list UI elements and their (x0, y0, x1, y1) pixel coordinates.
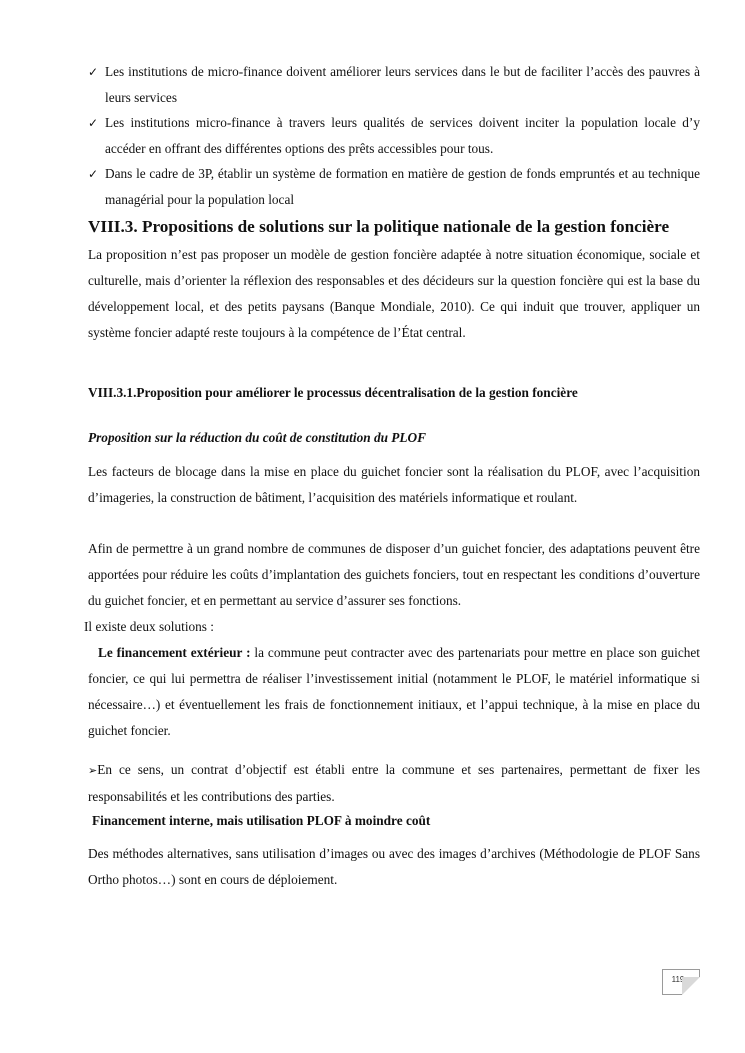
section-paragraph: La proposition n’est pas proposer un modèle de gestion foncière adaptée à notre situation économique, sociale et culturelle, mais d’orienter la réflexion des responsables et des décideurs sur la question foncière qui est la base du développement local, et des petits paysans (Banque Mondiale, 2010). Ce qui induit que trouver, appliquer un système foncier adapté reste toujours à la compétence de l’État central. (88, 247, 700, 340)
page-number: 119 (671, 975, 685, 984)
bullet-text: Les institutions micro-finance à travers leurs qualités de services doivent inciter la population locale d’y accéder en offrant des différentes options des prêts accessibles pour tous. (105, 115, 700, 156)
checkmark-icon: ✓ (88, 116, 99, 130)
financement-exterieur-text: la commune peut contracter avec des partenariats pour mettre en place son guichet foncier, ce qui lui permettra de réaliser l’investissement initial (notamment le PLOF, le matériel informatique si nécessaire…) et éventuellement les frais de fonctionnement initiaux, et l’appui technique, à la mise en place du guichet foncier. (88, 645, 700, 738)
two-solutions-line: Il existe deux solutions : (84, 619, 215, 634)
arrow-bullet-icon: ➢ (88, 764, 98, 777)
bullet-item (88, 110, 700, 162)
subsection-title: VIII.3.1.Proposition pour améliorer le processus décentralisation de la gestion foncière (88, 385, 578, 400)
paragraph-methodes: Des méthodes alternatives, sans utilisation d’images ou avec des images d’archives (Méthodologie de PLOF Sans Ortho photos…) sont en cours de déploiement. (88, 846, 700, 887)
checkmark-icon: ✓ (88, 65, 99, 79)
financement-interne-title: Financement interne, mais utilisation PLOF à moindre coût (92, 813, 431, 828)
arrow-paragraph-text: En ce sens, un contrat d’objectif est établi entre la commune et ses partenaires, permettant de fixer les responsabilités et les contributions des parties. (88, 762, 700, 804)
page-number-box (662, 969, 700, 995)
bullet-text: Dans le cadre de 3P, établir un système de formation en matière de gestion de fonds empruntés et au technique managérial pour la population local (105, 166, 700, 207)
paragraph-afin: Afin de permettre à un grand nombre de communes de disposer d’un guichet foncier, des adaptations peuvent être apportées pour réduire les coûts d’implantation des guichets fonciers, tout en respectant les conditions d’ouverture du guichet foncier, et en permettant au service d’assurer ses fonctions. (88, 541, 700, 608)
financement-exterieur-paragraph (88, 640, 700, 744)
bullet-item (88, 59, 700, 111)
paragraph-blocage: Les facteurs de blocage dans la mise en place du guichet foncier sont la réalisation du PLOF, avec l’acquisition d’imageries, la construction de bâtiment, l’acquisition des matériels informatique et roulant. (88, 464, 700, 505)
checkmark-icon: ✓ (88, 167, 99, 181)
bullet-item (88, 161, 700, 213)
section-title: VIII.3. Propositions de solutions sur la politique nationale de la gestion foncière (88, 217, 670, 236)
financement-exterieur-label: Le financement extérieur : (98, 645, 251, 660)
arrow-paragraph (88, 757, 700, 810)
bullet-text: Les institutions de micro-finance doivent améliorer leurs services dans le but de faciliter l’accès des pauvres à leurs services (105, 64, 700, 105)
italic-heading: Proposition sur la réduction du coût de constitution du PLOF (88, 430, 427, 445)
